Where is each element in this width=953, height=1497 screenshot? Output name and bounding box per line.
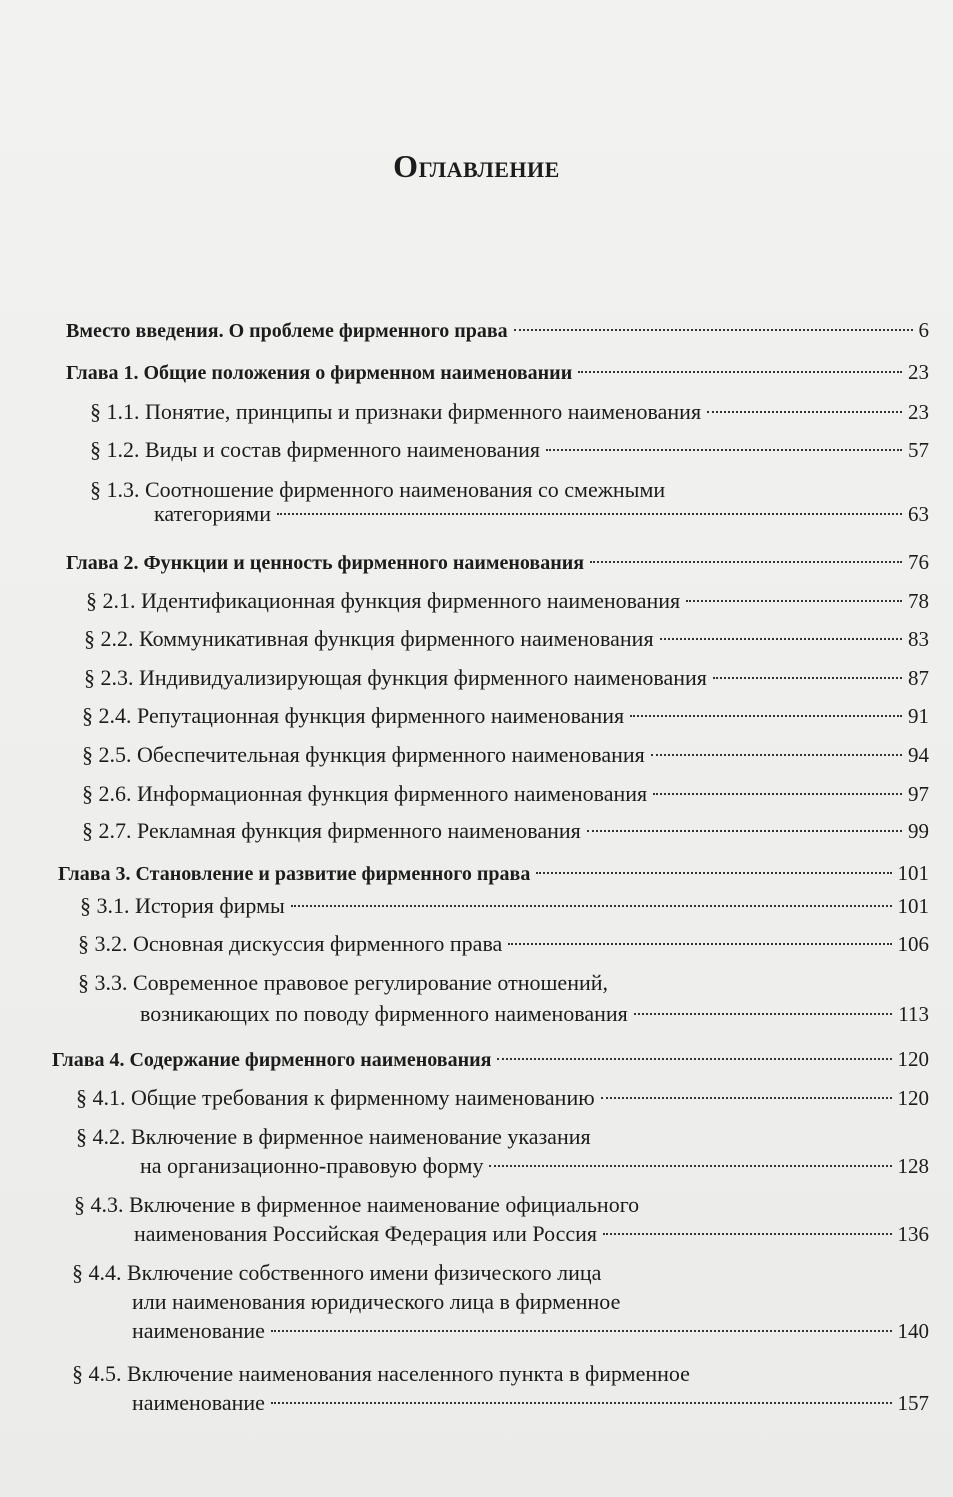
toc-section [86,588,929,614]
toc-section [76,1124,929,1179]
dot-leader [603,1233,891,1235]
toc-entry-text: § 4.5. Включение наименования населенного пункта в фирменное [72,1361,690,1386]
dot-leader [546,449,902,451]
toc-page-number: 113 [898,1002,929,1026]
toc-page-number: 23 [908,400,929,424]
toc-entry-text: § 2.2. Коммуникативная функция фирменного наименования [84,626,654,651]
dot-leader [601,1097,892,1099]
dot-leader [271,1402,892,1404]
toc-section [80,893,929,919]
dot-leader [489,1165,891,1167]
dot-leader [660,638,902,640]
toc-section [76,1085,929,1111]
dot-leader [497,1058,891,1060]
toc-section [82,703,929,729]
toc-entry-text: § 4.4. Включение собственного имени физического лица [72,1260,602,1285]
toc-page-number: 140 [897,1319,929,1343]
toc-entry-text: § 4.3. Включение в фирменное наименование официального [74,1192,640,1217]
toc-page-number: 120 [897,1086,929,1110]
dot-leader [590,561,902,563]
toc-entry-text: § 4.2. Включение в фирменное наименование указания [76,1124,591,1149]
toc-page-number: 91 [908,704,929,728]
page-title: Оглавление [393,148,560,184]
toc-entry-text: § 2.1. Идентификационная функция фирменного наименования [86,588,681,613]
toc-entry-text: Глава 3. Становление и развитие фирменного права [58,863,531,885]
toc-page-number: 63 [908,502,929,526]
dot-leader [271,1330,892,1332]
dot-leader [291,905,892,907]
toc-page-number: 157 [897,1391,929,1415]
toc-chapter [66,550,929,575]
dot-leader [651,754,902,756]
dot-leader [653,793,902,795]
toc-entry-continuation: на организационно-правовую форму [140,1153,484,1178]
toc-section [78,970,929,1027]
toc-entry-text: § 1.2. Виды и состав фирменного наименования [90,437,541,462]
toc-page-number: 23 [908,360,929,384]
toc-page-number: 57 [908,438,929,462]
toc-page-number: 120 [897,1047,929,1071]
toc-page-number: 106 [897,932,929,956]
toc-entry-text: § 3.2. Основная дискуссия фирменного права [78,931,503,956]
toc-page-number: 101 [897,861,929,885]
dot-leader [587,830,902,832]
toc-entry-text: § 2.6. Информационная функция фирменного наименования [82,781,648,806]
dot-leader [713,677,902,679]
toc-entry-text: § 3.1. История фирмы [80,893,285,918]
dot-leader [630,715,902,717]
toc-section [72,1260,929,1344]
toc-section [74,1192,929,1247]
toc-entry-continuation: наименование [132,1390,265,1415]
toc-section [78,931,929,957]
dot-leader [634,1013,892,1015]
toc-entry-text: § 2.4. Репутационная функция фирменного наименования [82,703,625,728]
toc-page-number: 101 [897,894,929,918]
toc-page-number: 87 [908,666,929,690]
dot-leader [578,371,902,373]
dot-leader [536,872,891,874]
toc-entry-text: § 1.3. Соотношение фирменного наименования со смежными [90,477,666,502]
dot-leader [277,513,902,515]
toc-entry-text: Вместо введения. О проблеме фирменного права [66,320,508,342]
toc-section [82,742,929,768]
toc-entry-text: § 2.5. Обеспечительная функция фирменного наименования [82,742,645,767]
toc-section [72,1361,929,1416]
toc-page-number: 83 [908,627,929,651]
toc-entry-continuation: категориями [154,501,271,526]
toc-entry-text: § 1.1. Понятие, принципы и признаки фирменного наименования [90,399,702,424]
toc-entry-text: § 4.1. Общие требования к фирменному наименованию [76,1085,595,1110]
dot-leader [508,943,891,945]
toc-page-number: 128 [897,1154,929,1178]
toc-entry-continuation: наименование [132,1318,265,1343]
toc-section [84,626,929,652]
toc-chapter [66,318,929,343]
toc-section [84,665,929,691]
toc-entry-continuation: возникающих по поводу фирменного наименования [140,1001,628,1026]
toc-section [82,781,929,807]
toc-chapter [52,1047,929,1072]
toc-section [90,477,929,527]
toc-page-number: 97 [908,782,929,806]
toc-entry-text: Глава 2. Функции и ценность фирменного наименования [66,552,585,574]
toc-entry-text: § 2.3. Индивидуализирующая функция фирменного наименования [84,665,707,690]
toc-page-number: 78 [908,589,929,613]
toc-section [82,818,929,844]
toc-page-number: 99 [908,819,929,843]
dot-leader [707,411,902,413]
toc-page-number: 6 [918,318,929,342]
toc-chapter [66,360,929,385]
toc-page-number: 94 [908,743,929,767]
toc-section [90,399,929,425]
toc-entry-text: § 3.3. Современное правовое регулирование отношений, [78,970,609,995]
toc-entry-text: § 2.7. Рекламная функция фирменного наименования [82,818,581,843]
toc-entry-text: Глава 1. Общие положения о фирменном наименовании [66,362,573,384]
toc-entry-continuation: наименования Российская Федерация или Россия [134,1221,598,1246]
toc-entry-text: Глава 4. Содержание фирменного наименования [52,1049,492,1071]
dot-leader [514,329,913,331]
dot-leader [686,600,902,602]
toc-page-number: 136 [897,1222,929,1246]
toc-page-number: 76 [908,550,929,574]
toc-section [90,437,929,463]
toc-entry-continuation: или наименования юридического лица в фирменное [132,1289,621,1314]
toc-chapter [58,861,929,886]
